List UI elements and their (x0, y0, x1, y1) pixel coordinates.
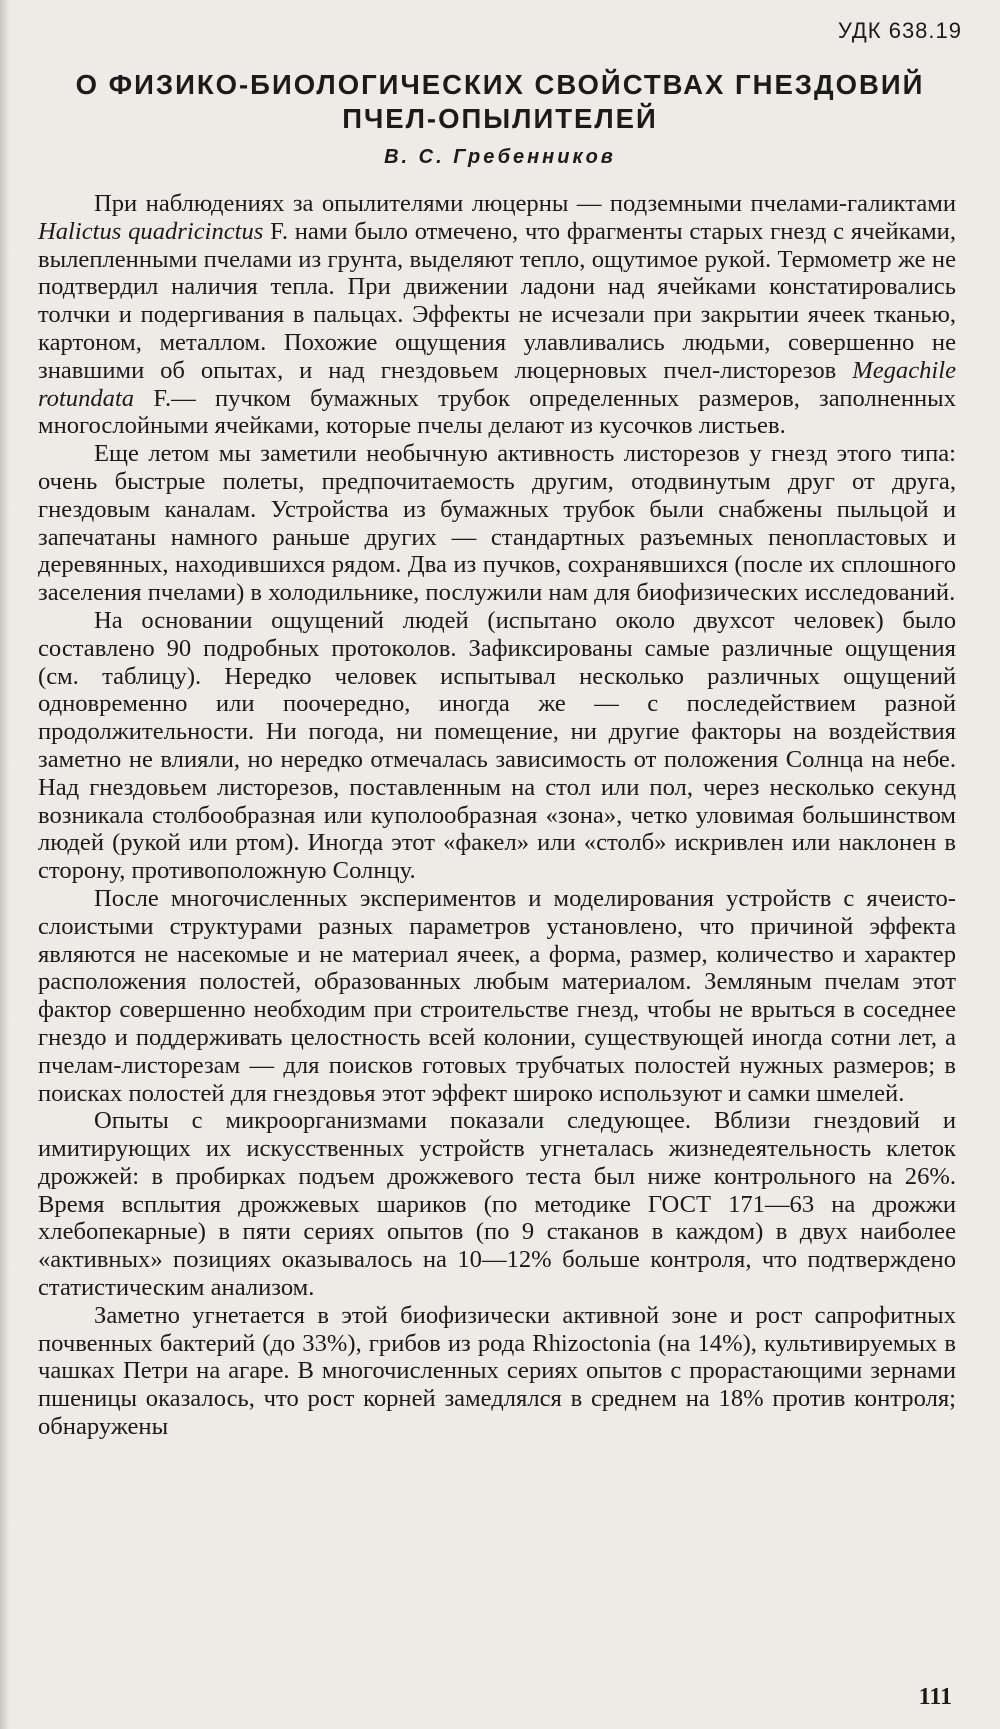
paragraph-1-text-c: F. нами было отмечено, что фрагменты старых гнезд с ячейками, вылепленными пчелами из грунта, выделяют тепло, ощутимое рукой. Термометр же не подтвердил наличия тепла. При движении ладони над ячейками констатировались толчки и подергивания в пальцах. Эффекты не исчезали при закрытии ячеек тканью, картоном, металлом. Похожие ощущения улавливались людьми, совершенно не знавшими об опытах, и над гнездовьем люцерновых пчел-листорезов (38, 217, 956, 384)
paragraph-4: После многочисленных экспериментов и моделирования устройств с ячеисто-слоистыми структурами разных параметров установлено, что причиной эффекта являются не насекомые и не материал ячеек, а форма, размер, количество и характер расположения полостей, образованных любым материалом. Земляным пчелам этот фактор совершенно необходим при строительстве гнезд, чтобы не врыться в соседнее гнездо и поддерживать целостность всей колонии, существующей иногда сотни лет, а пчелам-листорезам — для поисков готовых трубчатых полостей нужных размеров; в поисках полостей для гнездовья этот эффект широко используют и самки шмелей. (38, 884, 956, 1107)
article-title-line-2: ПЧЕЛ-ОПЫЛИТЕЛЕЙ (342, 103, 658, 134)
species-name-halictus: Halictus quadricinctus (38, 217, 264, 245)
paragraph-1-text-a: При наблюдениях за опылителями люцерны — подземными пчелами-галиктами (94, 190, 956, 217)
article-title-line-1: О ФИЗИКО-БИОЛОГИЧЕСКИХ СВОЙСТВАХ ГНЕЗДОВИЙ (75, 69, 925, 100)
page-binding-shadow (0, 0, 10, 1729)
paragraph-1-text-e: F.— пучком бумажных трубок определенных размеров, заполненных многослойными ячейками, которые пчелы делают из кусочков листьев. (38, 384, 956, 440)
page-number: 111 (918, 1684, 952, 1710)
paragraph-5: Опыты с микроорганизмами показали следующее. Вблизи гнездовий и имитирующих их искусственных устройств угнеталась жизнедеятельность клеток дрожжей: в пробирках подъем дрожжевого теста был ниже контрольного на 26%. Время всплытия дрожжевых шариков (по методике ГОСТ 171—63 на дрожжи хлебопекарные) в пяти сериях опытов (по 9 стаканов в каждом) в двух наиболее «активных» позициях оказывалось на 10—12% больше контроля, что подтверждено статистическим анализом. (38, 1107, 956, 1302)
paragraph-6: Заметно угнетается в этой биофизически активной зоне и рост сапрофитных почвенных бактерий (до 33%), грибов из рода Rhizoctonia (на 14%), культивируемых в чашках Петри на агаре. В многочисленных сериях опытов с прорастающими зернами пшеницы оказалось, что рост корней замедлялся в среднем на 18% против контроля; обнаружены (38, 1301, 956, 1441)
paragraph-2: Еще летом мы заметили необычную активность листорезов у гнезд этого типа: очень быстрые полеты, предпочитаемость другим, отодвинутым друг от друга, гнездовым каналам. Устройства из бумажных трубок были снабжены пыльцой и запечатаны намного раньше других — стандартных разъемных пенопластовых и деревянных, находившихся рядом. Два из пучков, сохранявшихся (после их сплошного заселения пчелами) в холодильнике, послужили нам для биофизических исследований. (38, 440, 956, 607)
article-body (38, 190, 956, 1441)
species-name-megachile: Megachile rotundata (38, 356, 956, 412)
paragraph-3: На основании ощущений людей (испытано около двухсот человек) было составлено 90 подробных протоколов. Зафиксированы самые различные ощущения (см. таблицу). Нередко человек испытывал несколько различных ощущений одновременно или поочередно, иногда же — с последействием разной продолжительности. Ни погода, ни помещение, ни другие факторы на воздействия заметно не влияли, но нередко отмечалась зависимость от положения Солнца на небе. Над гнездовьем листорезов, поставленным на стол или пол, через несколько секунд возникала столбообразная или куполообразная «зона», четко уловимая большинством людей (рукой или ртом). Иногда этот «факел» или «столб» искривлен или наклонен в сторону, противоположную Солнцу. (38, 606, 956, 885)
paragraph-1 (38, 190, 956, 440)
udc-code: УДК 638.19 (837, 18, 962, 43)
article-title (40, 68, 960, 136)
article-author: В. С. Гребенников (384, 146, 616, 168)
